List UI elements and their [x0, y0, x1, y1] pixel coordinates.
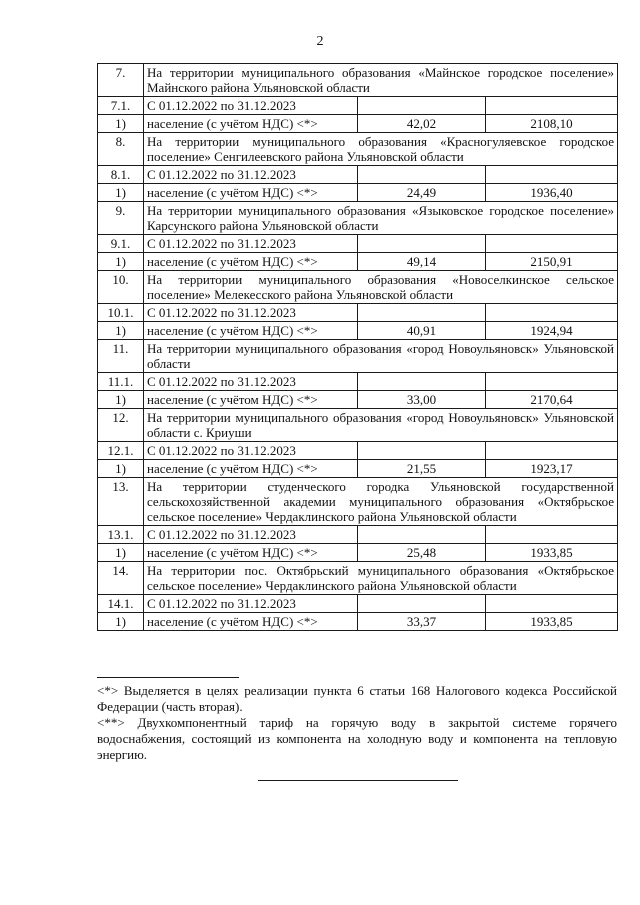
- validity-period: С 01.12.2022 по 31.12.2023: [144, 442, 358, 460]
- tariff-cold-water: 49,14: [358, 253, 486, 271]
- table-row: [98, 304, 618, 322]
- tariff-cold-water: 40,91: [358, 322, 486, 340]
- validity-period: С 01.12.2022 по 31.12.2023: [144, 526, 358, 544]
- row-number: 1): [98, 115, 144, 133]
- validity-period: С 01.12.2022 по 31.12.2023: [144, 97, 358, 115]
- table-row: [98, 271, 618, 304]
- table-row: [98, 478, 618, 526]
- row-number: 1): [98, 184, 144, 202]
- empty-cell: [486, 526, 618, 544]
- territory-description: На территории муниципального образования «город Новоульяновск» Ульяновской области с. Криуши: [144, 409, 618, 442]
- tariff-cold-water: 42,02: [358, 115, 486, 133]
- tariff-heat-energy: 1924,94: [486, 322, 618, 340]
- empty-cell: [486, 166, 618, 184]
- footnote-two-component-tariff: <**> Двухкомпонентный тариф на горячую воду в закрытой системе горячего водоснабжения, состоящий из компонента на холодную воду и компонента на тепловую энергию.: [97, 715, 617, 762]
- table-row: [98, 97, 618, 115]
- empty-cell: [358, 166, 486, 184]
- footnotes: [97, 683, 617, 763]
- page-number: 2: [316, 34, 324, 49]
- row-number: 13.: [98, 478, 144, 526]
- row-number: 14.: [98, 562, 144, 595]
- table-row: [98, 460, 618, 478]
- tariff-heat-energy: 2170,64: [486, 391, 618, 409]
- row-number: 13.1.: [98, 526, 144, 544]
- table-row: [98, 322, 618, 340]
- consumer-category: население (с учётом НДС) <*>: [144, 460, 358, 478]
- table-row: [98, 409, 618, 442]
- row-number: 12.1.: [98, 442, 144, 460]
- territory-description: На территории студенческого городка Ульяновской государственной сельскохозяйственной академии муниципального образования «Октябрьское сельское поселение» Чердаклинского района Ульяновской области: [144, 478, 618, 526]
- validity-period: С 01.12.2022 по 31.12.2023: [144, 304, 358, 322]
- tariff-cold-water: 33,00: [358, 391, 486, 409]
- tariff-heat-energy: 1933,85: [486, 613, 618, 631]
- validity-period: С 01.12.2022 по 31.12.2023: [144, 595, 358, 613]
- empty-cell: [486, 304, 618, 322]
- empty-cell: [358, 373, 486, 391]
- empty-cell: [486, 373, 618, 391]
- tariff-cold-water: 25,48: [358, 544, 486, 562]
- document-end-line: [258, 780, 458, 781]
- empty-cell: [486, 595, 618, 613]
- tariff-heat-energy: 1923,17: [486, 460, 618, 478]
- empty-cell: [358, 526, 486, 544]
- table-row: [98, 115, 618, 133]
- row-number: 1): [98, 544, 144, 562]
- table-row: [98, 340, 618, 373]
- validity-period: С 01.12.2022 по 31.12.2023: [144, 166, 358, 184]
- table-row: [98, 526, 618, 544]
- empty-cell: [358, 442, 486, 460]
- empty-cell: [486, 442, 618, 460]
- territory-description: На территории муниципального образования «Майнское городское поселение» Майнского района Ульяновской области: [144, 64, 618, 97]
- row-number: 1): [98, 322, 144, 340]
- consumer-category: население (с учётом НДС) <*>: [144, 115, 358, 133]
- tariff-table: [97, 63, 618, 631]
- table-row: [98, 202, 618, 235]
- empty-cell: [486, 235, 618, 253]
- tariff-cold-water: 24,49: [358, 184, 486, 202]
- consumer-category: население (с учётом НДС) <*>: [144, 391, 358, 409]
- consumer-category: население (с учётом НДС) <*>: [144, 322, 358, 340]
- table-row: [98, 166, 618, 184]
- table-row: [98, 595, 618, 613]
- table-row: [98, 562, 618, 595]
- row-number: 12.: [98, 409, 144, 442]
- table-row: [98, 442, 618, 460]
- table-row: [98, 613, 618, 631]
- row-number: 10.: [98, 271, 144, 304]
- empty-cell: [358, 304, 486, 322]
- row-number: 9.1.: [98, 235, 144, 253]
- validity-period: С 01.12.2022 по 31.12.2023: [144, 373, 358, 391]
- row-number: 10.1.: [98, 304, 144, 322]
- row-number: 7.1.: [98, 97, 144, 115]
- row-number: 8.: [98, 133, 144, 166]
- tariff-cold-water: 33,37: [358, 613, 486, 631]
- row-number: 1): [98, 613, 144, 631]
- row-number: 14.1.: [98, 595, 144, 613]
- footnote-divider: [97, 677, 239, 678]
- table-row: [98, 133, 618, 166]
- table-row: [98, 253, 618, 271]
- row-number: 11.1.: [98, 373, 144, 391]
- consumer-category: население (с учётом НДС) <*>: [144, 613, 358, 631]
- consumer-category: население (с учётом НДС) <*>: [144, 184, 358, 202]
- territory-description: На территории пос. Октябрьский муниципального образования «Октябрьское сельское поселение» Чердаклинского района Ульяновской области: [144, 562, 618, 595]
- row-number: 9.: [98, 202, 144, 235]
- table-row: [98, 391, 618, 409]
- empty-cell: [358, 97, 486, 115]
- row-number: 1): [98, 253, 144, 271]
- row-number: 11.: [98, 340, 144, 373]
- empty-cell: [358, 235, 486, 253]
- consumer-category: население (с учётом НДС) <*>: [144, 253, 358, 271]
- footnote-vat: <*> Выделяется в целях реализации пункта 6 статьи 168 Налогового кодекса Российской Федерации (часть вторая).: [97, 683, 617, 714]
- tariff-heat-energy: 2150,91: [486, 253, 618, 271]
- row-number: 1): [98, 391, 144, 409]
- table-row: [98, 544, 618, 562]
- tariff-table-body: [98, 64, 618, 631]
- territory-description: На территории муниципального образования «Красногуляевское городское поселение» Сенгилеевского района Ульяновской области: [144, 133, 618, 166]
- territory-description: На территории муниципального образования «город Новоульяновск» Ульяновской области: [144, 340, 618, 373]
- consumer-category: население (с учётом НДС) <*>: [144, 544, 358, 562]
- tariff-heat-energy: 2108,10: [486, 115, 618, 133]
- territory-description: На территории муниципального образования «Языковское городское поселение» Карсунского района Ульяновской области: [144, 202, 618, 235]
- row-number: 8.1.: [98, 166, 144, 184]
- territory-description: На территории муниципального образования «Новоселкинское сельское поселение» Мелекесского района Ульяновской области: [144, 271, 618, 304]
- empty-cell: [358, 595, 486, 613]
- row-number: 7.: [98, 64, 144, 97]
- empty-cell: [486, 97, 618, 115]
- validity-period: С 01.12.2022 по 31.12.2023: [144, 235, 358, 253]
- tariff-heat-energy: 1936,40: [486, 184, 618, 202]
- tariff-cold-water: 21,55: [358, 460, 486, 478]
- tariff-heat-energy: 1933,85: [486, 544, 618, 562]
- table-row: [98, 64, 618, 97]
- table-row: [98, 235, 618, 253]
- table-row: [98, 184, 618, 202]
- row-number: 1): [98, 460, 144, 478]
- table-row: [98, 373, 618, 391]
